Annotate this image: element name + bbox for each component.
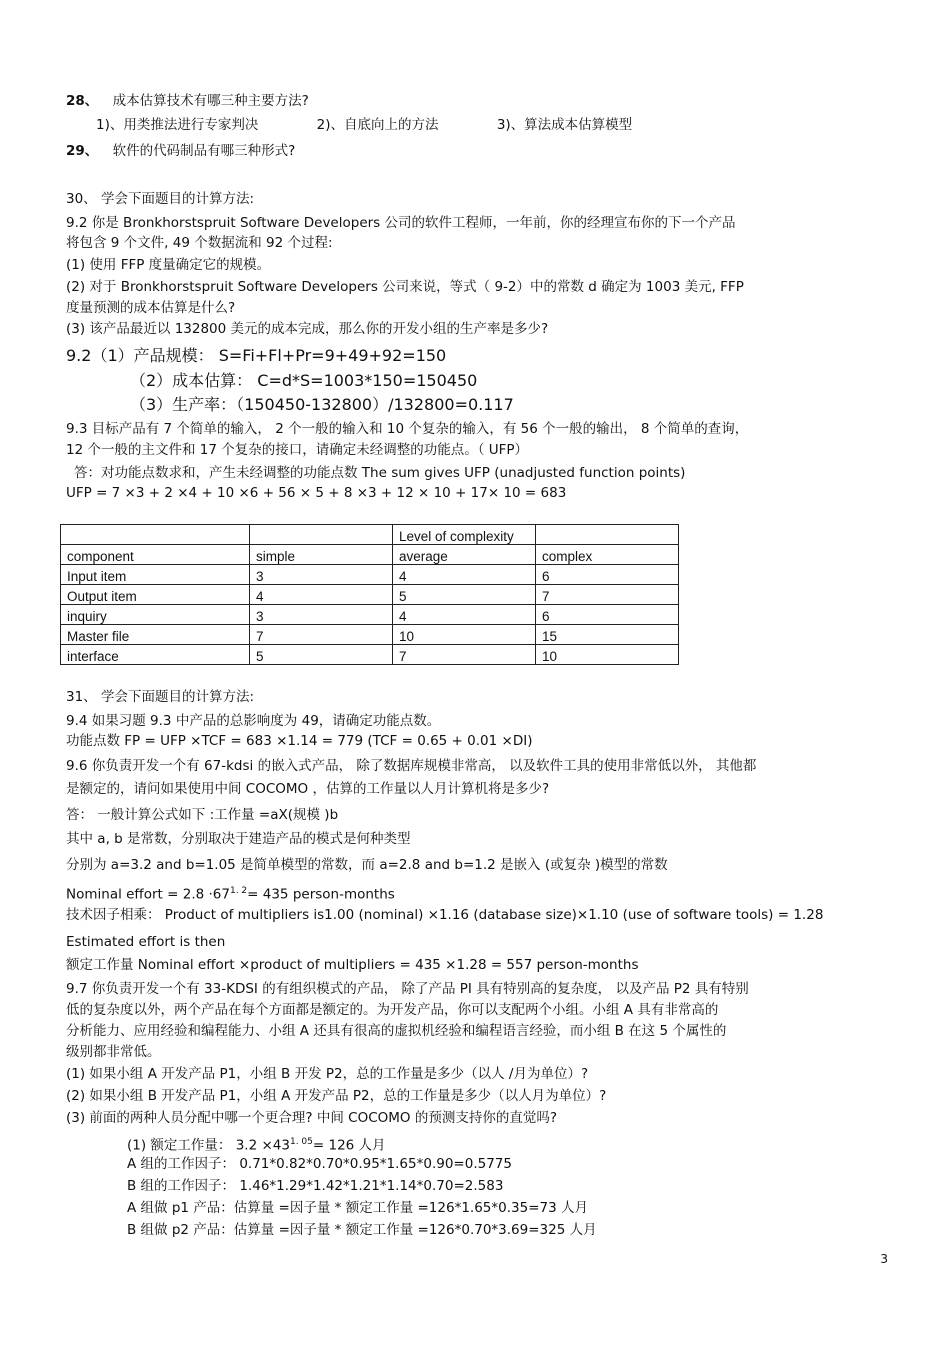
p97-line-3: 分析能力、应用经验和编程能力、小组 A 还具有很高的虚拟机经验和编程语言经验，而小组 B 在这 5 个属性的 (66, 1023, 727, 1039)
table-cell: interface (61, 645, 250, 665)
p96-line-3: 答： 一般计算公式如下 :工作量 =aX(规模 )b (66, 807, 339, 823)
q29-heading (66, 142, 295, 160)
table-cell: 6 (536, 605, 679, 625)
p96-line-7: 技术因子相乘： Product of multipliers is1.00 (nominal) ×1.16 (database size)×1.10 (use of software tools) = 1.28 (66, 907, 824, 923)
p92-answer-size: 9.2（1）产品规模： S=Fi+Fl+Pr=9+49+92=150 (66, 346, 447, 365)
table-cell: 10 (536, 645, 679, 665)
p96-line-5: 分别为 a=3.2 and b=1.05 是简单模型的常数，而 a=2.8 and b=1.2 是嵌入 (或复杂 )模型的常数 (66, 857, 668, 873)
q28-methods (96, 116, 632, 134)
table-cell: 15 (536, 625, 679, 645)
p92-answer-productivity: （3）生产率：（150450-132800）/132800=0.117 (130, 395, 514, 414)
table-row (61, 645, 679, 665)
p96-line-8: Estimated effort is then (66, 934, 226, 950)
nominal-effort-text: (1) 额定工作量： 3.2 ×43 (127, 1137, 290, 1154)
table-header-row (61, 545, 679, 565)
table-cell (61, 525, 250, 545)
p93-answer: 答：对功能点数求和，产生未经调整的功能点数 The sum gives UFP (unadjusted function points) (74, 465, 686, 481)
nominal-effort-result: = 435 person-months (247, 886, 395, 903)
q31-title: 31、 学会下面题目的计算方法: (66, 689, 255, 705)
table-row (61, 625, 679, 645)
q29-text: 软件的代码制品有哪三种形式? (112, 143, 296, 159)
p93-ufp-formula: UFP = 7 ×3 + 2 ×4 + 10 ×6 + 56 × 5 + 8 ×3 + 12 × 10 + 17× 10 = 683 (66, 485, 567, 501)
p92-line-1: 9.2 你是 Bronkhorstspruit Software Developers 公司的软件工程师，一年前，你的经理宣布你的下一个产品 (66, 215, 736, 231)
q29-number: 29、 (66, 143, 99, 159)
p94-line-1: 9.4 如果习题 9.3 中产品的总影响度为 49，请确定功能点数。 (66, 713, 441, 729)
table-cell: 4 (393, 605, 536, 625)
complexity-table (60, 524, 679, 665)
q28-method-1: 1)、用类推法进行专家判决 (96, 117, 259, 133)
table-cell: 6 (536, 565, 679, 585)
p92-answer-cost: （2）成本估算： C=d*S=1003*150=150450 (130, 371, 478, 390)
table-cell: 7 (250, 625, 393, 645)
p97-line-5: (1) 如果小组 A 开发产品 P1，小组 B 开发 P2，总的工作量是多少（以人 /月为单位）? (66, 1066, 589, 1082)
table-cell: inquiry (61, 605, 250, 625)
table-cell (250, 525, 393, 545)
table-row (61, 605, 679, 625)
table-cell: 10 (393, 625, 536, 645)
p97-answer-5: B 组做 p2 产品：估算量 =因子量 * 额定工作量 =126*0.70*3.69=325 人月 (127, 1222, 597, 1238)
table-cell: Input item (61, 565, 250, 585)
p97-line-6: (2) 如果小组 B 开发产品 P1，小组 A 开发产品 P2，总的工作量是多少（以人月为单位）? (66, 1088, 607, 1104)
table-header: complex (536, 545, 679, 565)
p97-answer-1 (127, 1133, 386, 1155)
p97-answer-2: A 组的工作因子： 0.71*0.82*0.70*0.95*1.65*0.90=0.5775 (127, 1156, 512, 1172)
p96-line-9: 额定工作量 Nominal effort ×product of multipliers = 435 ×1.28 = 557 person-months (66, 957, 639, 973)
q28-method-2: 2)、自底向上的方法 (316, 117, 439, 133)
table-cell: 3 (250, 565, 393, 585)
table-cell: 7 (393, 645, 536, 665)
table-level-row (61, 525, 679, 545)
q30-title: 30、 学会下面题目的计算方法: (66, 191, 255, 207)
page-number: 3 (880, 1252, 888, 1266)
p92-line-6: (3) 该产品最近以 132800 美元的成本完成，那么你的开发小组的生产率是多少? (66, 321, 549, 337)
exponent: 1. 2 (229, 886, 248, 896)
q28-heading (66, 92, 309, 110)
table-cell: 4 (393, 565, 536, 585)
table-cell: 4 (250, 585, 393, 605)
p97-line-4: 级别都非常低。 (66, 1044, 161, 1060)
nominal-effort-result: = 126 人月 (312, 1137, 386, 1154)
nominal-effort-text: Nominal effort = 2.8 ·67 (66, 886, 230, 903)
p94-line-2: 功能点数 FP = UFP ×TCF = 683 ×1.14 = 779 (TCF = 0.65 + 0.01 ×DI) (66, 733, 533, 749)
q28-text: 成本估算技术有哪三种主要方法? (112, 93, 309, 109)
table-cell (536, 525, 679, 545)
q28-method-3: 3)、算法成本估算模型 (496, 117, 633, 133)
table-row (61, 585, 679, 605)
p92-line-5: 度量预测的成本估算是什么? (66, 300, 236, 316)
p92-line-2: 将包含 9 个文件, 49 个数据流和 92 个过程: (66, 235, 333, 251)
table-cell: 5 (250, 645, 393, 665)
table-header: component (61, 545, 250, 565)
table-header: simple (250, 545, 393, 565)
p97-line-2: 低的复杂度以外，两个产品在每个方面都是额定的。为开发产品，你可以支配两个小组。小组 A 具有非常高的 (66, 1002, 719, 1018)
exponent: 1. 05 (289, 1137, 313, 1147)
table-level-label: Level of complexity (393, 525, 536, 545)
p97-line-1: 9.7 你负责开发一个有 33-KDSI 的有组织模式的产品， 除了产品 PI 具有特别高的复杂度， 以及产品 P2 具有特别 (66, 981, 749, 997)
table-cell: 5 (393, 585, 536, 605)
p92-line-3: (1) 使用 FFP 度量确定它的规模。 (66, 257, 271, 273)
p96-line-2: 是额定的，请问如果使用中间 COCOMO ，估算的工作量以人月计算机将是多少? (66, 781, 550, 797)
p96-line-6 (66, 882, 395, 904)
q28-number: 28、 (66, 93, 99, 109)
table-header: average (393, 545, 536, 565)
table-cell: Output item (61, 585, 250, 605)
p97-answer-3: B 组的工作因子： 1.46*1.29*1.42*1.21*1.14*0.70=2.583 (127, 1178, 504, 1194)
table-row (61, 565, 679, 585)
table-cell: Master file (61, 625, 250, 645)
p92-line-4: (2) 对于 Bronkhorstspruit Software Developers 公司来说，等式（ 9-2）中的常数 d 确定为 1003 美元, FFP (66, 279, 744, 295)
p97-answer-4: A 组做 p1 产品：估算量 =因子量 * 额定工作量 =126*1.65*0.35=73 人月 (127, 1200, 588, 1216)
p96-line-4: 其中 a, b 是常数，分别取决于建造产品的模式是何种类型 (66, 831, 411, 847)
p93-line-1: 9.3 目标产品有 7 个简单的输入， 2 个一般的输入和 10 个复杂的输入，有 56 个一般的输出， 8 个简单的查询， (66, 421, 749, 437)
p96-line-1: 9.6 你负责开发一个有 67-kdsi 的嵌入式产品， 除了数据库规模非常高， 以及软件工具的使用非常低以外， 其他都 (66, 758, 757, 774)
p97-line-7: (3) 前面的两种人员分配中哪一个更合理? 中间 COCOMO 的预测支持你的直觉吗? (66, 1110, 557, 1126)
table-cell: 3 (250, 605, 393, 625)
p93-line-2: 12 个一般的主文件和 17 个复杂的接口，请确定未经调整的功能点。（ UFP） (66, 442, 529, 458)
table-cell: 7 (536, 585, 679, 605)
